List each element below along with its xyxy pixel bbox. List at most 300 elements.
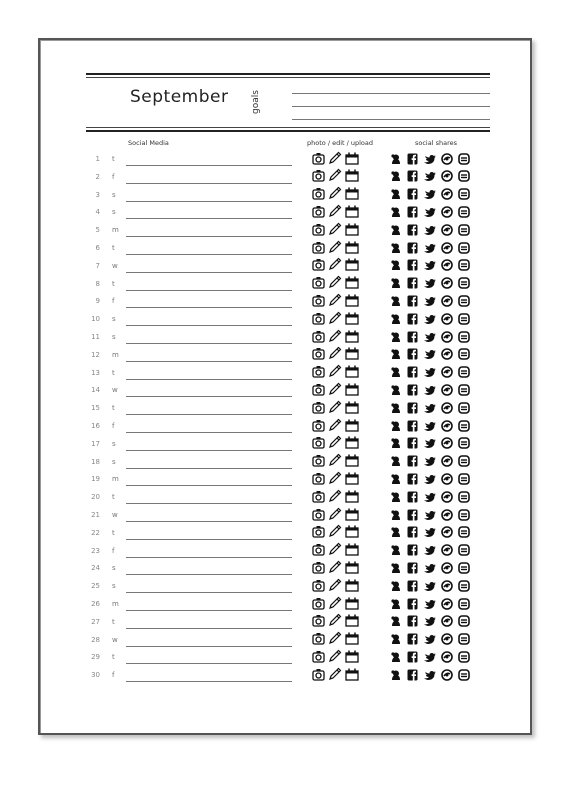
calendar-icon[interactable] xyxy=(345,328,359,347)
pinterest-icon[interactable] xyxy=(441,310,453,329)
camera-icon[interactable] xyxy=(312,239,325,258)
facebook-icon[interactable] xyxy=(407,666,418,685)
calendar-icon[interactable] xyxy=(345,150,359,169)
facebook-icon[interactable] xyxy=(407,381,418,400)
weekday-letter: m xyxy=(112,475,119,484)
instagram-icon[interactable] xyxy=(390,595,402,614)
goal-line[interactable] xyxy=(292,106,490,107)
blog-icon[interactable] xyxy=(458,399,470,418)
calendar-icon[interactable] xyxy=(345,203,359,222)
pencil-icon[interactable] xyxy=(328,345,342,364)
calendar-icon[interactable] xyxy=(345,630,359,649)
pinterest-icon[interactable] xyxy=(441,648,453,667)
share-icons xyxy=(390,294,475,308)
pinterest-icon[interactable] xyxy=(441,470,453,489)
calendar-icon[interactable] xyxy=(345,666,359,685)
calendar-icon[interactable] xyxy=(345,559,359,578)
calendar-icon[interactable] xyxy=(345,541,359,560)
camera-icon[interactable] xyxy=(312,150,325,169)
camera-icon[interactable] xyxy=(312,274,325,293)
instagram-icon[interactable] xyxy=(390,310,402,329)
calendar-icon[interactable] xyxy=(345,452,359,471)
calendar-icon[interactable] xyxy=(345,470,359,489)
social-media-entry-line[interactable] xyxy=(126,396,292,397)
facebook-icon[interactable] xyxy=(407,221,418,240)
facebook-icon[interactable] xyxy=(407,506,418,525)
twitter-icon[interactable] xyxy=(423,488,436,507)
instagram-icon[interactable] xyxy=(390,577,402,596)
day-number: 10 xyxy=(91,315,100,324)
twitter-icon[interactable] xyxy=(423,185,436,204)
pinterest-icon[interactable] xyxy=(441,381,453,400)
twitter-icon[interactable] xyxy=(423,363,436,382)
facebook-icon[interactable] xyxy=(407,310,418,329)
planning-icons xyxy=(312,490,362,504)
pencil-icon[interactable] xyxy=(328,577,342,596)
twitter-icon[interactable] xyxy=(423,167,436,186)
pinterest-icon[interactable] xyxy=(441,363,453,382)
pinterest-icon[interactable] xyxy=(441,506,453,525)
social-media-entry-line[interactable] xyxy=(126,254,292,255)
facebook-icon[interactable] xyxy=(407,595,418,614)
goals-label-box xyxy=(250,85,272,119)
facebook-icon[interactable] xyxy=(407,203,418,222)
twitter-icon[interactable] xyxy=(423,666,436,685)
camera-icon[interactable] xyxy=(312,310,325,329)
blog-icon[interactable] xyxy=(458,417,470,436)
calendar-icon[interactable] xyxy=(345,239,359,258)
instagram-icon[interactable] xyxy=(390,328,402,347)
planning-icons xyxy=(312,668,362,682)
blog-icon[interactable] xyxy=(458,256,470,275)
calendar-icon[interactable] xyxy=(345,256,359,275)
social-media-entry-line[interactable] xyxy=(126,628,292,629)
pencil-icon[interactable] xyxy=(328,559,342,578)
instagram-icon[interactable] xyxy=(390,417,402,436)
pencil-icon[interactable] xyxy=(328,523,342,542)
instagram-icon[interactable] xyxy=(390,185,402,204)
pinterest-icon[interactable] xyxy=(441,292,453,311)
pencil-icon[interactable] xyxy=(328,666,342,685)
twitter-icon[interactable] xyxy=(423,345,436,364)
facebook-icon[interactable] xyxy=(407,150,418,169)
camera-icon[interactable] xyxy=(312,363,325,382)
camera-icon[interactable] xyxy=(312,221,325,240)
day-number: 17 xyxy=(91,439,100,448)
twitter-icon[interactable] xyxy=(423,292,436,311)
calendar-icon[interactable] xyxy=(345,488,359,507)
calendar-icon[interactable] xyxy=(345,417,359,436)
planning-icons xyxy=(312,383,362,397)
day-number: 16 xyxy=(91,422,100,430)
facebook-icon[interactable] xyxy=(407,541,418,560)
camera-icon[interactable] xyxy=(312,595,325,614)
social-media-entry-line[interactable] xyxy=(126,307,292,308)
day-number: 9 xyxy=(95,297,100,306)
facebook-icon[interactable] xyxy=(407,523,418,542)
header-bottom-rule xyxy=(86,130,490,132)
day-number: 20 xyxy=(91,493,100,502)
blog-icon[interactable] xyxy=(458,541,470,560)
pencil-icon[interactable] xyxy=(328,256,342,275)
camera-icon[interactable] xyxy=(312,292,325,311)
social-media-entry-line[interactable] xyxy=(126,646,292,647)
pinterest-icon[interactable] xyxy=(441,612,453,631)
camera-icon[interactable] xyxy=(312,559,325,578)
social-media-entry-line[interactable] xyxy=(126,183,292,184)
twitter-icon[interactable] xyxy=(423,577,436,596)
pencil-icon[interactable] xyxy=(328,595,342,614)
pencil-icon[interactable] xyxy=(328,167,342,186)
camera-icon[interactable] xyxy=(312,328,325,347)
share-icons xyxy=(390,526,475,540)
blog-icon[interactable] xyxy=(458,488,470,507)
instagram-icon[interactable] xyxy=(390,256,402,275)
social-media-entry-line[interactable] xyxy=(126,663,292,664)
blog-icon[interactable] xyxy=(458,630,470,649)
pinterest-icon[interactable] xyxy=(441,488,453,507)
pinterest-icon[interactable] xyxy=(441,328,453,347)
camera-icon[interactable] xyxy=(312,506,325,525)
pencil-icon[interactable] xyxy=(328,417,342,436)
pinterest-icon[interactable] xyxy=(441,345,453,364)
instagram-icon[interactable] xyxy=(390,363,402,382)
twitter-icon[interactable] xyxy=(423,559,436,578)
calendar-icon[interactable] xyxy=(345,345,359,364)
facebook-icon[interactable] xyxy=(407,559,418,578)
instagram-icon[interactable] xyxy=(390,488,402,507)
social-media-entry-line[interactable] xyxy=(126,343,292,344)
calendar-icon[interactable] xyxy=(345,648,359,667)
facebook-icon[interactable] xyxy=(407,488,418,507)
camera-icon[interactable] xyxy=(312,185,325,204)
social-media-entry-line[interactable] xyxy=(126,272,292,273)
pencil-icon[interactable] xyxy=(328,488,342,507)
blog-icon[interactable] xyxy=(458,470,470,489)
twitter-icon[interactable] xyxy=(423,274,436,293)
calendar-icon[interactable] xyxy=(345,612,359,631)
social-media-entry-line[interactable] xyxy=(126,236,292,237)
instagram-icon[interactable] xyxy=(390,381,402,400)
twitter-icon[interactable] xyxy=(423,648,436,667)
twitter-icon[interactable] xyxy=(423,221,436,240)
weekday-letter: f xyxy=(112,671,115,680)
facebook-icon[interactable] xyxy=(407,417,418,436)
social-media-entry-line[interactable] xyxy=(126,592,292,593)
camera-icon[interactable] xyxy=(312,345,325,364)
instagram-icon[interactable] xyxy=(390,630,402,649)
calendar-icon[interactable] xyxy=(345,185,359,204)
goal-line[interactable] xyxy=(292,119,490,120)
twitter-icon[interactable] xyxy=(423,310,436,329)
instagram-icon[interactable] xyxy=(390,345,402,364)
social-media-entry-line[interactable] xyxy=(126,414,292,415)
pencil-icon[interactable] xyxy=(328,506,342,525)
planning-icons xyxy=(312,472,362,486)
blog-icon[interactable] xyxy=(458,203,470,222)
social-media-entry-line[interactable] xyxy=(126,521,292,522)
instagram-icon[interactable] xyxy=(390,452,402,471)
pencil-icon[interactable] xyxy=(328,541,342,560)
calendar-icon[interactable] xyxy=(345,363,359,382)
camera-icon[interactable] xyxy=(312,203,325,222)
twitter-icon[interactable] xyxy=(423,381,436,400)
twitter-icon[interactable] xyxy=(423,256,436,275)
instagram-icon[interactable] xyxy=(390,470,402,489)
camera-icon[interactable] xyxy=(312,434,325,453)
weekday-letter: w xyxy=(112,261,118,270)
calendar-icon[interactable] xyxy=(345,167,359,186)
social-media-entry-line[interactable] xyxy=(126,610,292,611)
pinterest-icon[interactable] xyxy=(441,239,453,258)
pencil-icon[interactable] xyxy=(328,310,342,329)
instagram-icon[interactable] xyxy=(390,506,402,525)
instagram-icon[interactable] xyxy=(390,559,402,578)
blog-icon[interactable] xyxy=(458,523,470,542)
calendar-icon[interactable] xyxy=(345,221,359,240)
blog-icon[interactable] xyxy=(458,310,470,329)
camera-icon[interactable] xyxy=(312,630,325,649)
pencil-icon[interactable] xyxy=(328,648,342,667)
social-media-entry-line[interactable] xyxy=(126,325,292,326)
social-media-entry-line[interactable] xyxy=(126,218,292,219)
pencil-icon[interactable] xyxy=(328,381,342,400)
blog-icon[interactable] xyxy=(458,452,470,471)
day-number: 8 xyxy=(95,279,100,288)
pencil-icon[interactable] xyxy=(328,399,342,418)
pencil-icon[interactable] xyxy=(328,239,342,258)
instagram-icon[interactable] xyxy=(390,541,402,560)
pinterest-icon[interactable] xyxy=(441,167,453,186)
camera-icon[interactable] xyxy=(312,381,325,400)
instagram-icon[interactable] xyxy=(390,612,402,631)
pencil-icon[interactable] xyxy=(328,630,342,649)
facebook-icon[interactable] xyxy=(407,452,418,471)
twitter-icon[interactable] xyxy=(423,612,436,631)
social-media-entry-line[interactable] xyxy=(126,574,292,575)
twitter-icon[interactable] xyxy=(423,595,436,614)
instagram-icon[interactable] xyxy=(390,399,402,418)
weekday-letter: s xyxy=(112,457,116,466)
social-media-entry-line[interactable] xyxy=(126,503,292,504)
blog-icon[interactable] xyxy=(458,345,470,364)
blog-icon[interactable] xyxy=(458,292,470,311)
pencil-icon[interactable] xyxy=(328,363,342,382)
facebook-icon[interactable] xyxy=(407,577,418,596)
facebook-icon[interactable] xyxy=(407,185,418,204)
facebook-icon[interactable] xyxy=(407,292,418,311)
pencil-icon[interactable] xyxy=(328,452,342,471)
calendar-icon[interactable] xyxy=(345,310,359,329)
social-media-entry-line[interactable] xyxy=(126,379,292,380)
camera-icon[interactable] xyxy=(312,541,325,560)
blog-icon[interactable] xyxy=(458,595,470,614)
instagram-icon[interactable] xyxy=(390,666,402,685)
pinterest-icon[interactable] xyxy=(441,274,453,293)
weekday-letter: f xyxy=(112,422,115,430)
social-media-entry-line[interactable] xyxy=(126,361,292,362)
facebook-icon[interactable] xyxy=(407,167,418,186)
day-number: 22 xyxy=(91,528,100,537)
share-icons xyxy=(390,188,475,202)
camera-icon[interactable] xyxy=(312,417,325,436)
instagram-icon[interactable] xyxy=(390,648,402,667)
camera-icon[interactable] xyxy=(312,523,325,542)
pinterest-icon[interactable] xyxy=(441,541,453,560)
pencil-icon[interactable] xyxy=(328,150,342,169)
facebook-icon[interactable] xyxy=(407,648,418,667)
social-media-entry-line[interactable] xyxy=(126,681,292,682)
goal-line[interactable] xyxy=(292,93,490,94)
facebook-icon[interactable] xyxy=(407,274,418,293)
camera-icon[interactable] xyxy=(312,648,325,667)
pinterest-icon[interactable] xyxy=(441,595,453,614)
facebook-icon[interactable] xyxy=(407,328,418,347)
twitter-icon[interactable] xyxy=(423,506,436,525)
social-media-entry-line[interactable] xyxy=(126,539,292,540)
twitter-icon[interactable] xyxy=(423,417,436,436)
camera-icon[interactable] xyxy=(312,167,325,186)
pinterest-icon[interactable] xyxy=(441,577,453,596)
twitter-icon[interactable] xyxy=(423,630,436,649)
calendar-icon[interactable] xyxy=(345,523,359,542)
blog-icon[interactable] xyxy=(458,612,470,631)
pencil-icon[interactable] xyxy=(328,221,342,240)
weekday-letter: m xyxy=(112,226,119,235)
blog-icon[interactable] xyxy=(458,559,470,578)
pencil-icon[interactable] xyxy=(328,612,342,631)
pinterest-icon[interactable] xyxy=(441,666,453,685)
social-media-entry-line[interactable] xyxy=(126,450,292,451)
twitter-icon[interactable] xyxy=(423,328,436,347)
pinterest-icon[interactable] xyxy=(441,523,453,542)
facebook-icon[interactable] xyxy=(407,256,418,275)
camera-icon[interactable] xyxy=(312,256,325,275)
camera-icon[interactable] xyxy=(312,612,325,631)
pinterest-icon[interactable] xyxy=(441,256,453,275)
pinterest-icon[interactable] xyxy=(441,221,453,240)
instagram-icon[interactable] xyxy=(390,523,402,542)
pinterest-icon[interactable] xyxy=(441,150,453,169)
pinterest-icon[interactable] xyxy=(441,630,453,649)
share-icons xyxy=(390,366,475,380)
day-number: 19 xyxy=(91,475,100,484)
instagram-icon[interactable] xyxy=(390,434,402,453)
blog-icon[interactable] xyxy=(458,328,470,347)
facebook-icon[interactable] xyxy=(407,612,418,631)
facebook-icon[interactable] xyxy=(407,363,418,382)
twitter-icon[interactable] xyxy=(423,203,436,222)
pencil-icon[interactable] xyxy=(328,203,342,222)
camera-icon[interactable] xyxy=(312,488,325,507)
twitter-icon[interactable] xyxy=(423,541,436,560)
instagram-icon[interactable] xyxy=(390,167,402,186)
pinterest-icon[interactable] xyxy=(441,434,453,453)
twitter-icon[interactable] xyxy=(423,399,436,418)
twitter-icon[interactable] xyxy=(423,239,436,258)
pencil-icon[interactable] xyxy=(328,328,342,347)
instagram-icon[interactable] xyxy=(390,150,402,169)
day-number: 3 xyxy=(95,190,100,199)
blog-icon[interactable] xyxy=(458,666,470,685)
blog-icon[interactable] xyxy=(458,648,470,667)
calendar-icon[interactable] xyxy=(345,506,359,525)
camera-icon[interactable] xyxy=(312,399,325,418)
pencil-icon[interactable] xyxy=(328,434,342,453)
pencil-icon[interactable] xyxy=(328,292,342,311)
pinterest-icon[interactable] xyxy=(441,559,453,578)
facebook-icon[interactable] xyxy=(407,345,418,364)
calendar-icon[interactable] xyxy=(345,595,359,614)
twitter-icon[interactable] xyxy=(423,434,436,453)
pencil-icon[interactable] xyxy=(328,274,342,293)
blog-icon[interactable] xyxy=(458,381,470,400)
twitter-icon[interactable] xyxy=(423,150,436,169)
pinterest-icon[interactable] xyxy=(441,185,453,204)
instagram-icon[interactable] xyxy=(390,203,402,222)
twitter-icon[interactable] xyxy=(423,523,436,542)
camera-icon[interactable] xyxy=(312,452,325,471)
calendar-icon[interactable] xyxy=(345,399,359,418)
facebook-icon[interactable] xyxy=(407,239,418,258)
camera-icon[interactable] xyxy=(312,666,325,685)
instagram-icon[interactable] xyxy=(390,239,402,258)
calendar-icon[interactable] xyxy=(345,292,359,311)
social-media-entry-line[interactable] xyxy=(126,468,292,469)
blog-icon[interactable] xyxy=(458,434,470,453)
calendar-icon[interactable] xyxy=(345,381,359,400)
pinterest-icon[interactable] xyxy=(441,452,453,471)
facebook-icon[interactable] xyxy=(407,434,418,453)
pinterest-icon[interactable] xyxy=(441,203,453,222)
blog-icon[interactable] xyxy=(458,274,470,293)
calendar-icon[interactable] xyxy=(345,434,359,453)
pencil-icon[interactable] xyxy=(328,470,342,489)
blog-icon[interactable] xyxy=(458,185,470,204)
social-media-entry-line[interactable] xyxy=(126,201,292,202)
pencil-icon[interactable] xyxy=(328,185,342,204)
blog-icon[interactable] xyxy=(458,150,470,169)
social-media-entry-line[interactable] xyxy=(126,485,292,486)
blog-icon[interactable] xyxy=(458,167,470,186)
pinterest-icon[interactable] xyxy=(441,399,453,418)
day-number: 2 xyxy=(95,172,100,181)
share-icons xyxy=(390,419,475,433)
instagram-icon[interactable] xyxy=(390,274,402,293)
social-media-entry-line[interactable] xyxy=(126,557,292,558)
social-media-entry-line[interactable] xyxy=(126,165,292,166)
calendar-icon[interactable] xyxy=(345,577,359,596)
camera-icon[interactable] xyxy=(312,470,325,489)
blog-icon[interactable] xyxy=(458,363,470,382)
instagram-icon[interactable] xyxy=(390,292,402,311)
blog-icon[interactable] xyxy=(458,506,470,525)
blog-icon[interactable] xyxy=(458,221,470,240)
pinterest-icon[interactable] xyxy=(441,417,453,436)
blog-icon[interactable] xyxy=(458,239,470,258)
camera-icon[interactable] xyxy=(312,577,325,596)
facebook-icon[interactable] xyxy=(407,399,418,418)
social-media-entry-line[interactable] xyxy=(126,432,292,433)
twitter-icon[interactable] xyxy=(423,470,436,489)
facebook-icon[interactable] xyxy=(407,470,418,489)
blog-icon[interactable] xyxy=(458,577,470,596)
social-media-entry-line[interactable] xyxy=(126,290,292,291)
calendar-icon[interactable] xyxy=(345,274,359,293)
instagram-icon[interactable] xyxy=(390,221,402,240)
twitter-icon[interactable] xyxy=(423,452,436,471)
facebook-icon[interactable] xyxy=(407,630,418,649)
